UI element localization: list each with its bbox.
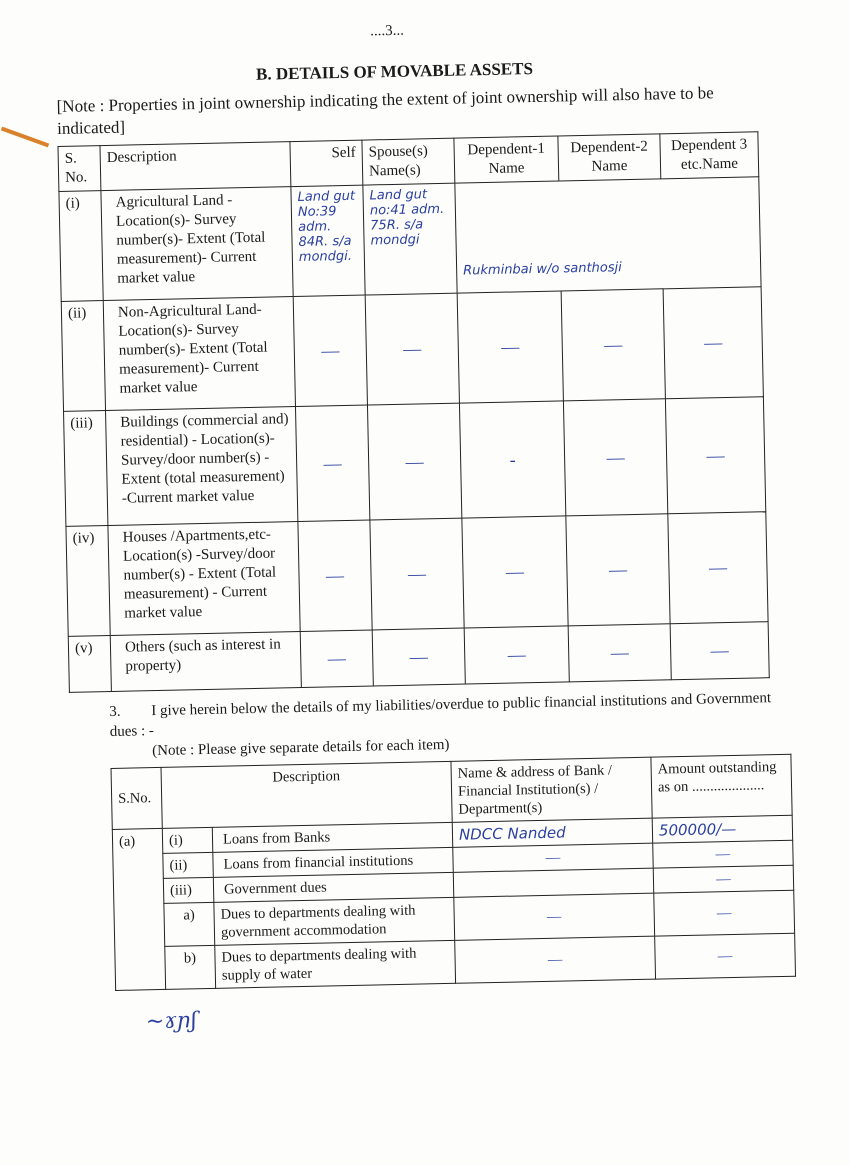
header-sno: S. No.: [58, 146, 101, 192]
dependent-2-value: —: [566, 514, 670, 626]
header-sno: S.No.: [111, 767, 162, 829]
row-description: Non-Agricultural Land- Location(s)- Survey number(s)- Extent (Total measurement)- Current market value: [103, 297, 295, 411]
self-value: —: [300, 630, 373, 687]
bank-value: NDCC Nanded: [452, 818, 652, 847]
dependent-2-value: —: [561, 289, 665, 401]
row-sub: (i): [162, 827, 213, 853]
row-description: Dues to departments dealing with government accommodation: [214, 897, 455, 945]
dependent-1-value: —: [464, 626, 569, 684]
dependent-1-value: —: [462, 516, 568, 628]
header-bank: Name & address of Bank / Financial Institution(s) / Department(s): [451, 757, 652, 822]
row-description: Dues to departments dealing with supply of water: [215, 940, 456, 988]
binding-thread: [1, 127, 49, 148]
section-title: B. DETAILS OF MOVABLE ASSETS: [255, 59, 534, 84]
table-row: [59, 177, 761, 302]
row-description: Government dues: [213, 872, 453, 902]
spouse-value: —: [365, 293, 459, 405]
table-row: [64, 397, 766, 527]
page-content: [55, 13, 796, 1038]
amount-value: 500000/—: [652, 815, 792, 843]
dependent-2-value: —: [563, 399, 667, 516]
group-label: (a): [112, 828, 165, 990]
table-row: [61, 287, 763, 412]
spouse-remark: Rukminbai w/o santhosji: [463, 260, 622, 279]
spouse-value: —: [367, 403, 461, 520]
row-description: Loans from financial institutions: [213, 847, 453, 877]
liabilities-table: [111, 754, 797, 991]
row-sno: (iv): [66, 526, 110, 637]
row-sno: (v): [68, 635, 111, 692]
header-description: Description: [161, 761, 452, 828]
header-spouse: Spouse(s) Name(s): [362, 138, 455, 185]
table-row: [66, 512, 768, 637]
dependent-1-value: —: [457, 291, 563, 403]
row-description: Others (such as interest in property): [110, 631, 301, 691]
row-sno: (i): [59, 191, 103, 302]
liabilities-text: I give herein below the details of my liabilities/overdue to public financial institutions and Government dues : -: [109, 690, 772, 741]
header-dependent-2: Dependent-2 Name: [558, 134, 661, 181]
liabilities-intro: [109, 688, 790, 762]
row-sub: (iii): [163, 877, 214, 903]
dependent-3-value: —: [668, 512, 768, 624]
spouse-value: —: [372, 628, 465, 686]
spouse-value: Land gut no:41 adm. 75R. s/a mondgi: [363, 183, 457, 295]
dependent-2-value: —: [568, 624, 671, 682]
dependent-3-value: —: [665, 397, 765, 514]
self-value: —: [295, 405, 369, 521]
dependent-1-value: -: [459, 401, 565, 518]
dependent-3-value: —: [670, 622, 769, 680]
liabilities-note: (Note : Please give separate details for each item): [151, 736, 450, 760]
section-note: [Note : Properties in joint ownership indicating the extent of joint ownership will also have to be indicated]: [56, 83, 714, 138]
row-sub: (ii): [163, 852, 214, 878]
bank-value: —: [455, 936, 656, 983]
self-value: —: [293, 295, 367, 406]
handwritten-signature: ~ɤɲʃ: [145, 1008, 198, 1035]
dependent-3-value: —: [663, 287, 763, 399]
bank-value: —: [453, 843, 653, 872]
row-description: Houses /Apartments,etc- Location(s) -Survey/door number(s) - Extent (Total measurement) - Current market value: [108, 522, 300, 636]
row-description: Agricultural Land - Location(s)- Survey number(s)- Extent (Total measurement)- Current market value: [101, 187, 293, 301]
amount-value: —: [653, 865, 793, 893]
header-amount: Amount outstanding as on ....................: [651, 754, 792, 818]
spouse-value: —: [370, 518, 464, 630]
amount-value: —: [653, 840, 793, 868]
row-sno: (ii): [61, 301, 105, 412]
row-sno: (iii): [64, 411, 108, 527]
row-description: Buildings (commercial and) residential) - Location(s)- Survey/door number(s) - Extent (total measurement) -Current market value: [106, 407, 298, 526]
page-number: ....3...: [369, 22, 405, 40]
amount-value: —: [654, 890, 795, 936]
row-description: Loans from Banks: [212, 822, 452, 852]
self-value: Land gut No:39 adm. 84R. s/a mondgi.: [291, 185, 365, 296]
item-number: 3.: [109, 703, 121, 721]
row-sub: b): [165, 945, 216, 989]
header-self: Self: [290, 140, 363, 186]
header-description: Description: [100, 142, 291, 191]
self-value: —: [298, 520, 372, 631]
dependents-value: [455, 177, 761, 293]
bank-value: —: [454, 893, 655, 940]
amount-value: —: [655, 933, 796, 979]
header-dependent-1: Dependent-1 Name: [454, 136, 559, 183]
header-dependent-3: Dependent 3 etc.Name: [660, 132, 759, 179]
row-sub: a): [164, 902, 215, 946]
movable-assets-table: [57, 131, 769, 693]
